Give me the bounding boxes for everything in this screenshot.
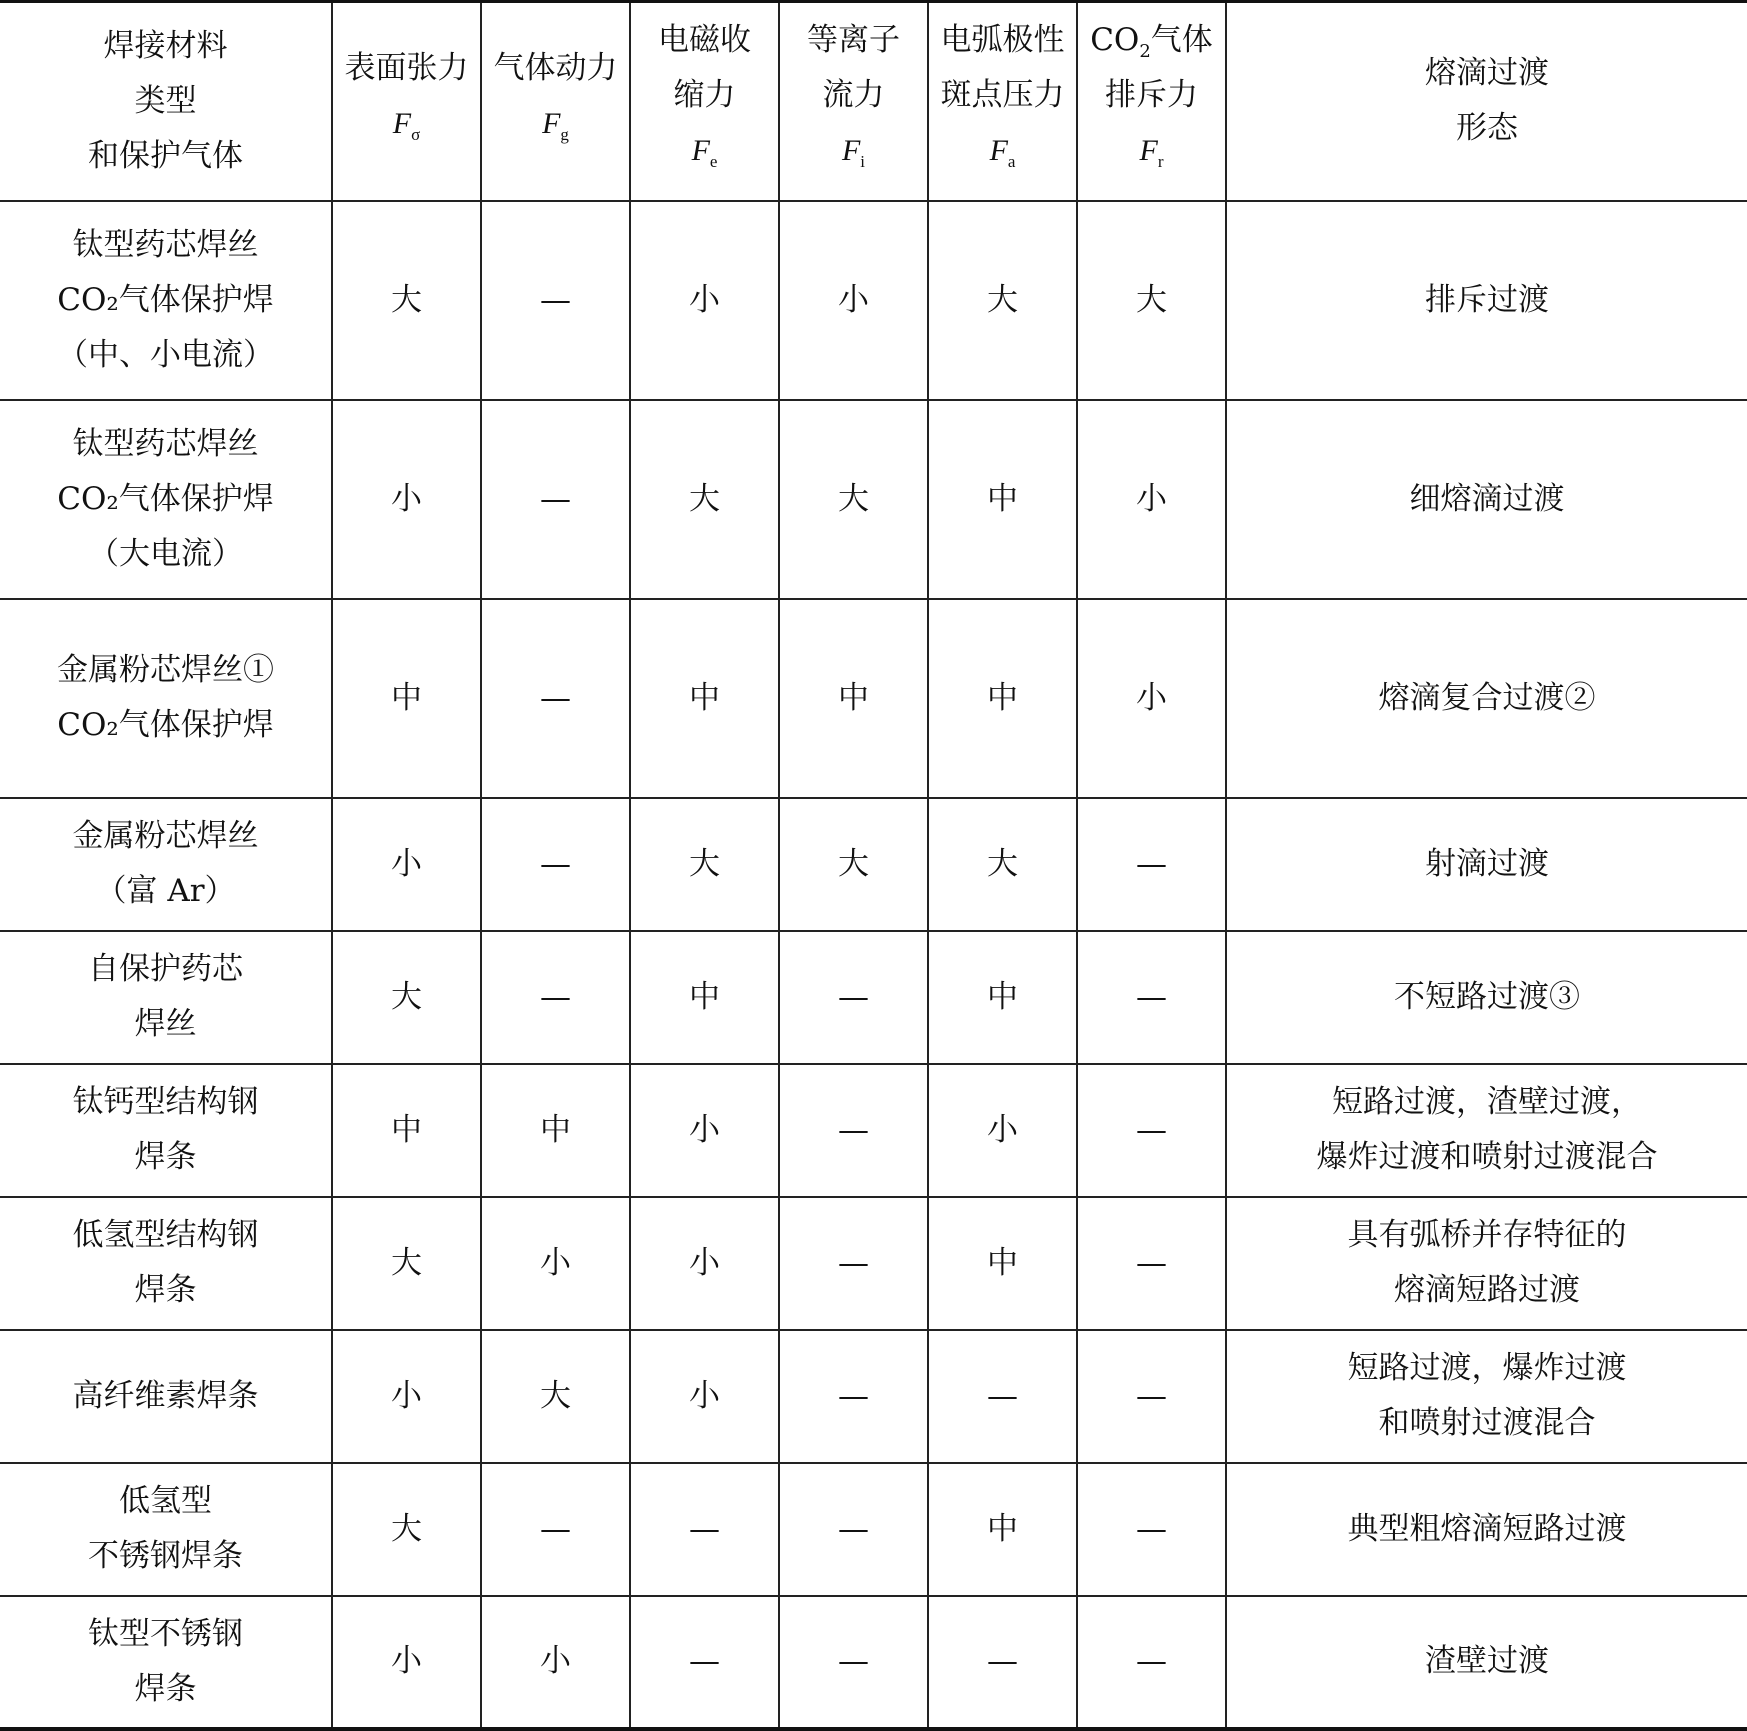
cell-spot-pressure: — — [928, 1330, 1077, 1463]
cell-co2-repulsion: — — [1077, 1463, 1226, 1596]
header-plasma-force: 等离子 流力 $F_i$ — [779, 2, 928, 201]
header-row — [0, 2, 1747, 201]
cell-gas-force: — — [481, 201, 630, 400]
header-transfer-mode: 熔滴过渡 形态 — [1226, 2, 1747, 201]
table-row — [0, 1197, 1747, 1330]
material-line: 金属粉芯焊丝 — [72, 818, 259, 854]
material-line: 焊条 — [134, 1272, 197, 1308]
material-line: CO₂气体保护焊 — [57, 707, 274, 743]
cell-plasma-force: — — [779, 1596, 928, 1729]
cell-electromagnetic-force: 大 — [630, 400, 779, 599]
cell-transfer-mode — [1226, 1463, 1747, 1596]
material-line: 焊条 — [134, 1139, 197, 1175]
cell-co2-repulsion: 小 — [1077, 400, 1226, 599]
cell-gas-force: — — [481, 798, 630, 931]
table-row — [0, 1463, 1747, 1596]
cell-plasma-force: 小 — [779, 201, 928, 400]
cell-gas-force: — — [481, 931, 630, 1064]
material-line: 钛钙型结构钢 — [72, 1084, 259, 1120]
cell-electromagnetic-force: 中 — [630, 599, 779, 798]
cell-plasma-force: — — [779, 1463, 928, 1596]
cell-spot-pressure: 中 — [928, 1197, 1077, 1330]
material-line: （中、小电流） — [57, 336, 274, 373]
material-line: 低氢型结构钢 — [72, 1217, 259, 1253]
material-line: （大电流） — [88, 535, 243, 572]
transfer-line: 熔滴复合过渡② — [1378, 679, 1596, 716]
table-row — [0, 1330, 1747, 1463]
transfer-line: 射滴过渡 — [1425, 845, 1549, 882]
cell-transfer-mode — [1226, 400, 1747, 599]
cell-spot-pressure: 中 — [928, 400, 1077, 599]
cell-gas-force: 中 — [481, 1064, 630, 1197]
material-line: 低氢型 — [119, 1483, 212, 1519]
cell-plasma-force: — — [779, 931, 928, 1064]
table-row — [0, 599, 1747, 798]
cell-surface-tension: 小 — [332, 1596, 481, 1729]
table-body — [0, 201, 1747, 1729]
cell-gas-force: 小 — [481, 1596, 630, 1729]
cell-spot-pressure: 大 — [928, 798, 1077, 931]
cell-electromagnetic-force: 中 — [630, 931, 779, 1064]
cell-co2-repulsion: — — [1077, 931, 1226, 1064]
cell-surface-tension: 小 — [332, 1330, 481, 1463]
transfer-line: 短路过渡，爆炸过渡 — [1347, 1350, 1627, 1386]
header-surface-tension: 表面张力 $F_\sigma$ — [332, 2, 481, 201]
material-line: 高纤维素焊条 — [72, 1377, 259, 1414]
cell-material — [0, 400, 332, 599]
cell-gas-force: 大 — [481, 1330, 630, 1463]
transfer-line: 短路过渡，渣壁过渡， — [1332, 1084, 1642, 1120]
cell-spot-pressure: 中 — [928, 931, 1077, 1064]
header-electromagnetic-force: 电磁收 缩力 $F_e$ — [630, 2, 779, 201]
header-spot-pressure: 电弧极性 斑点压力 $F_a$ — [928, 2, 1077, 201]
cell-material — [0, 1330, 332, 1463]
table-row — [0, 400, 1747, 599]
cell-electromagnetic-force: 小 — [630, 1064, 779, 1197]
cell-transfer-mode — [1226, 798, 1747, 931]
table-row — [0, 1064, 1747, 1197]
cell-gas-force: — — [481, 400, 630, 599]
transfer-line: 排斥过渡 — [1425, 281, 1549, 318]
cell-transfer-mode — [1226, 1330, 1747, 1463]
cell-spot-pressure: 大 — [928, 201, 1077, 400]
cell-electromagnetic-force: 小 — [630, 1197, 779, 1330]
transfer-line: 不短路过渡③ — [1394, 978, 1580, 1015]
transfer-line: 典型粗熔滴短路过渡 — [1347, 1510, 1627, 1547]
cell-plasma-force: — — [779, 1197, 928, 1330]
material-line: （富 Ar） — [95, 873, 236, 909]
header-co2-repulsion: $CO_2$气体 排斥力 $F_r$ — [1077, 2, 1226, 201]
cell-material — [0, 1463, 332, 1596]
cell-surface-tension: 大 — [332, 201, 481, 400]
cell-co2-repulsion: — — [1077, 1596, 1226, 1729]
material-line: 不锈钢焊条 — [88, 1538, 243, 1574]
transfer-line: 爆炸过渡和喷射过渡混合 — [1316, 1139, 1658, 1175]
cell-material — [0, 201, 332, 400]
cell-electromagnetic-force: 大 — [630, 798, 779, 931]
transfer-line: 具有弧桥并存特征的 — [1347, 1217, 1627, 1253]
cell-co2-repulsion: 大 — [1077, 201, 1226, 400]
cell-material — [0, 1064, 332, 1197]
cell-co2-repulsion: — — [1077, 1197, 1226, 1330]
material-line: 自保护药芯 — [88, 951, 243, 987]
cell-electromagnetic-force: — — [630, 1596, 779, 1729]
header-gas-force: 气体动力 $F_g$ — [481, 2, 630, 201]
cell-plasma-force: 大 — [779, 798, 928, 931]
cell-electromagnetic-force: — — [630, 1463, 779, 1596]
cell-surface-tension: 小 — [332, 400, 481, 599]
cell-transfer-mode — [1226, 1596, 1747, 1729]
cell-spot-pressure: — — [928, 1596, 1077, 1729]
cell-material — [0, 931, 332, 1064]
cell-surface-tension: 大 — [332, 1463, 481, 1596]
material-line: CO₂气体保护焊 — [57, 480, 274, 517]
cell-material — [0, 1197, 332, 1330]
material-line: 金属粉芯焊丝① — [57, 652, 274, 688]
cell-surface-tension: 大 — [332, 1197, 481, 1330]
cell-gas-force: — — [481, 1463, 630, 1596]
cell-co2-repulsion: 小 — [1077, 599, 1226, 798]
cell-material — [0, 1596, 332, 1729]
cell-co2-repulsion: — — [1077, 1330, 1226, 1463]
cell-plasma-force: — — [779, 1330, 928, 1463]
cell-transfer-mode — [1226, 201, 1747, 400]
cell-transfer-mode — [1226, 931, 1747, 1064]
material-line: 钛型药芯焊丝 — [72, 425, 259, 462]
cell-material — [0, 599, 332, 798]
cell-transfer-mode — [1226, 599, 1747, 798]
cell-co2-repulsion: — — [1077, 798, 1226, 931]
table-row — [0, 1596, 1747, 1729]
material-line: 钛型药芯焊丝 — [72, 226, 259, 263]
material-line: 焊条 — [134, 1670, 197, 1707]
cell-plasma-force: 中 — [779, 599, 928, 798]
header-material: 焊接材料 类型 和保护气体 — [0, 2, 332, 201]
table-row — [0, 201, 1747, 400]
transfer-line: 熔滴短路过渡 — [1394, 1272, 1580, 1308]
table-row — [0, 798, 1747, 931]
transfer-line: 渣壁过渡 — [1425, 1643, 1549, 1679]
cell-surface-tension: 中 — [332, 1064, 481, 1197]
cell-electromagnetic-force: 小 — [630, 1330, 779, 1463]
cell-surface-tension: 中 — [332, 599, 481, 798]
cell-plasma-force: 大 — [779, 400, 928, 599]
material-line: CO₂气体保护焊 — [57, 281, 274, 318]
cell-gas-force: 小 — [481, 1197, 630, 1330]
cell-material — [0, 798, 332, 931]
cell-surface-tension: 小 — [332, 798, 481, 931]
cell-transfer-mode — [1226, 1197, 1747, 1330]
material-line: 焊丝 — [134, 1006, 197, 1042]
table-row — [0, 931, 1747, 1064]
cell-plasma-force: — — [779, 1064, 928, 1197]
transfer-line: 和喷射过渡混合 — [1378, 1405, 1596, 1441]
cell-transfer-mode — [1226, 1064, 1747, 1197]
cell-spot-pressure: 中 — [928, 599, 1077, 798]
cell-co2-repulsion: — — [1077, 1064, 1226, 1197]
cell-spot-pressure: 小 — [928, 1064, 1077, 1197]
cell-spot-pressure: 中 — [928, 1463, 1077, 1596]
transfer-line: 细熔滴过渡 — [1409, 480, 1565, 517]
material-line: 钛型不锈钢 — [88, 1615, 243, 1652]
cell-gas-force: — — [481, 599, 630, 798]
cell-surface-tension: 大 — [332, 931, 481, 1064]
cell-electromagnetic-force: 小 — [630, 201, 779, 400]
